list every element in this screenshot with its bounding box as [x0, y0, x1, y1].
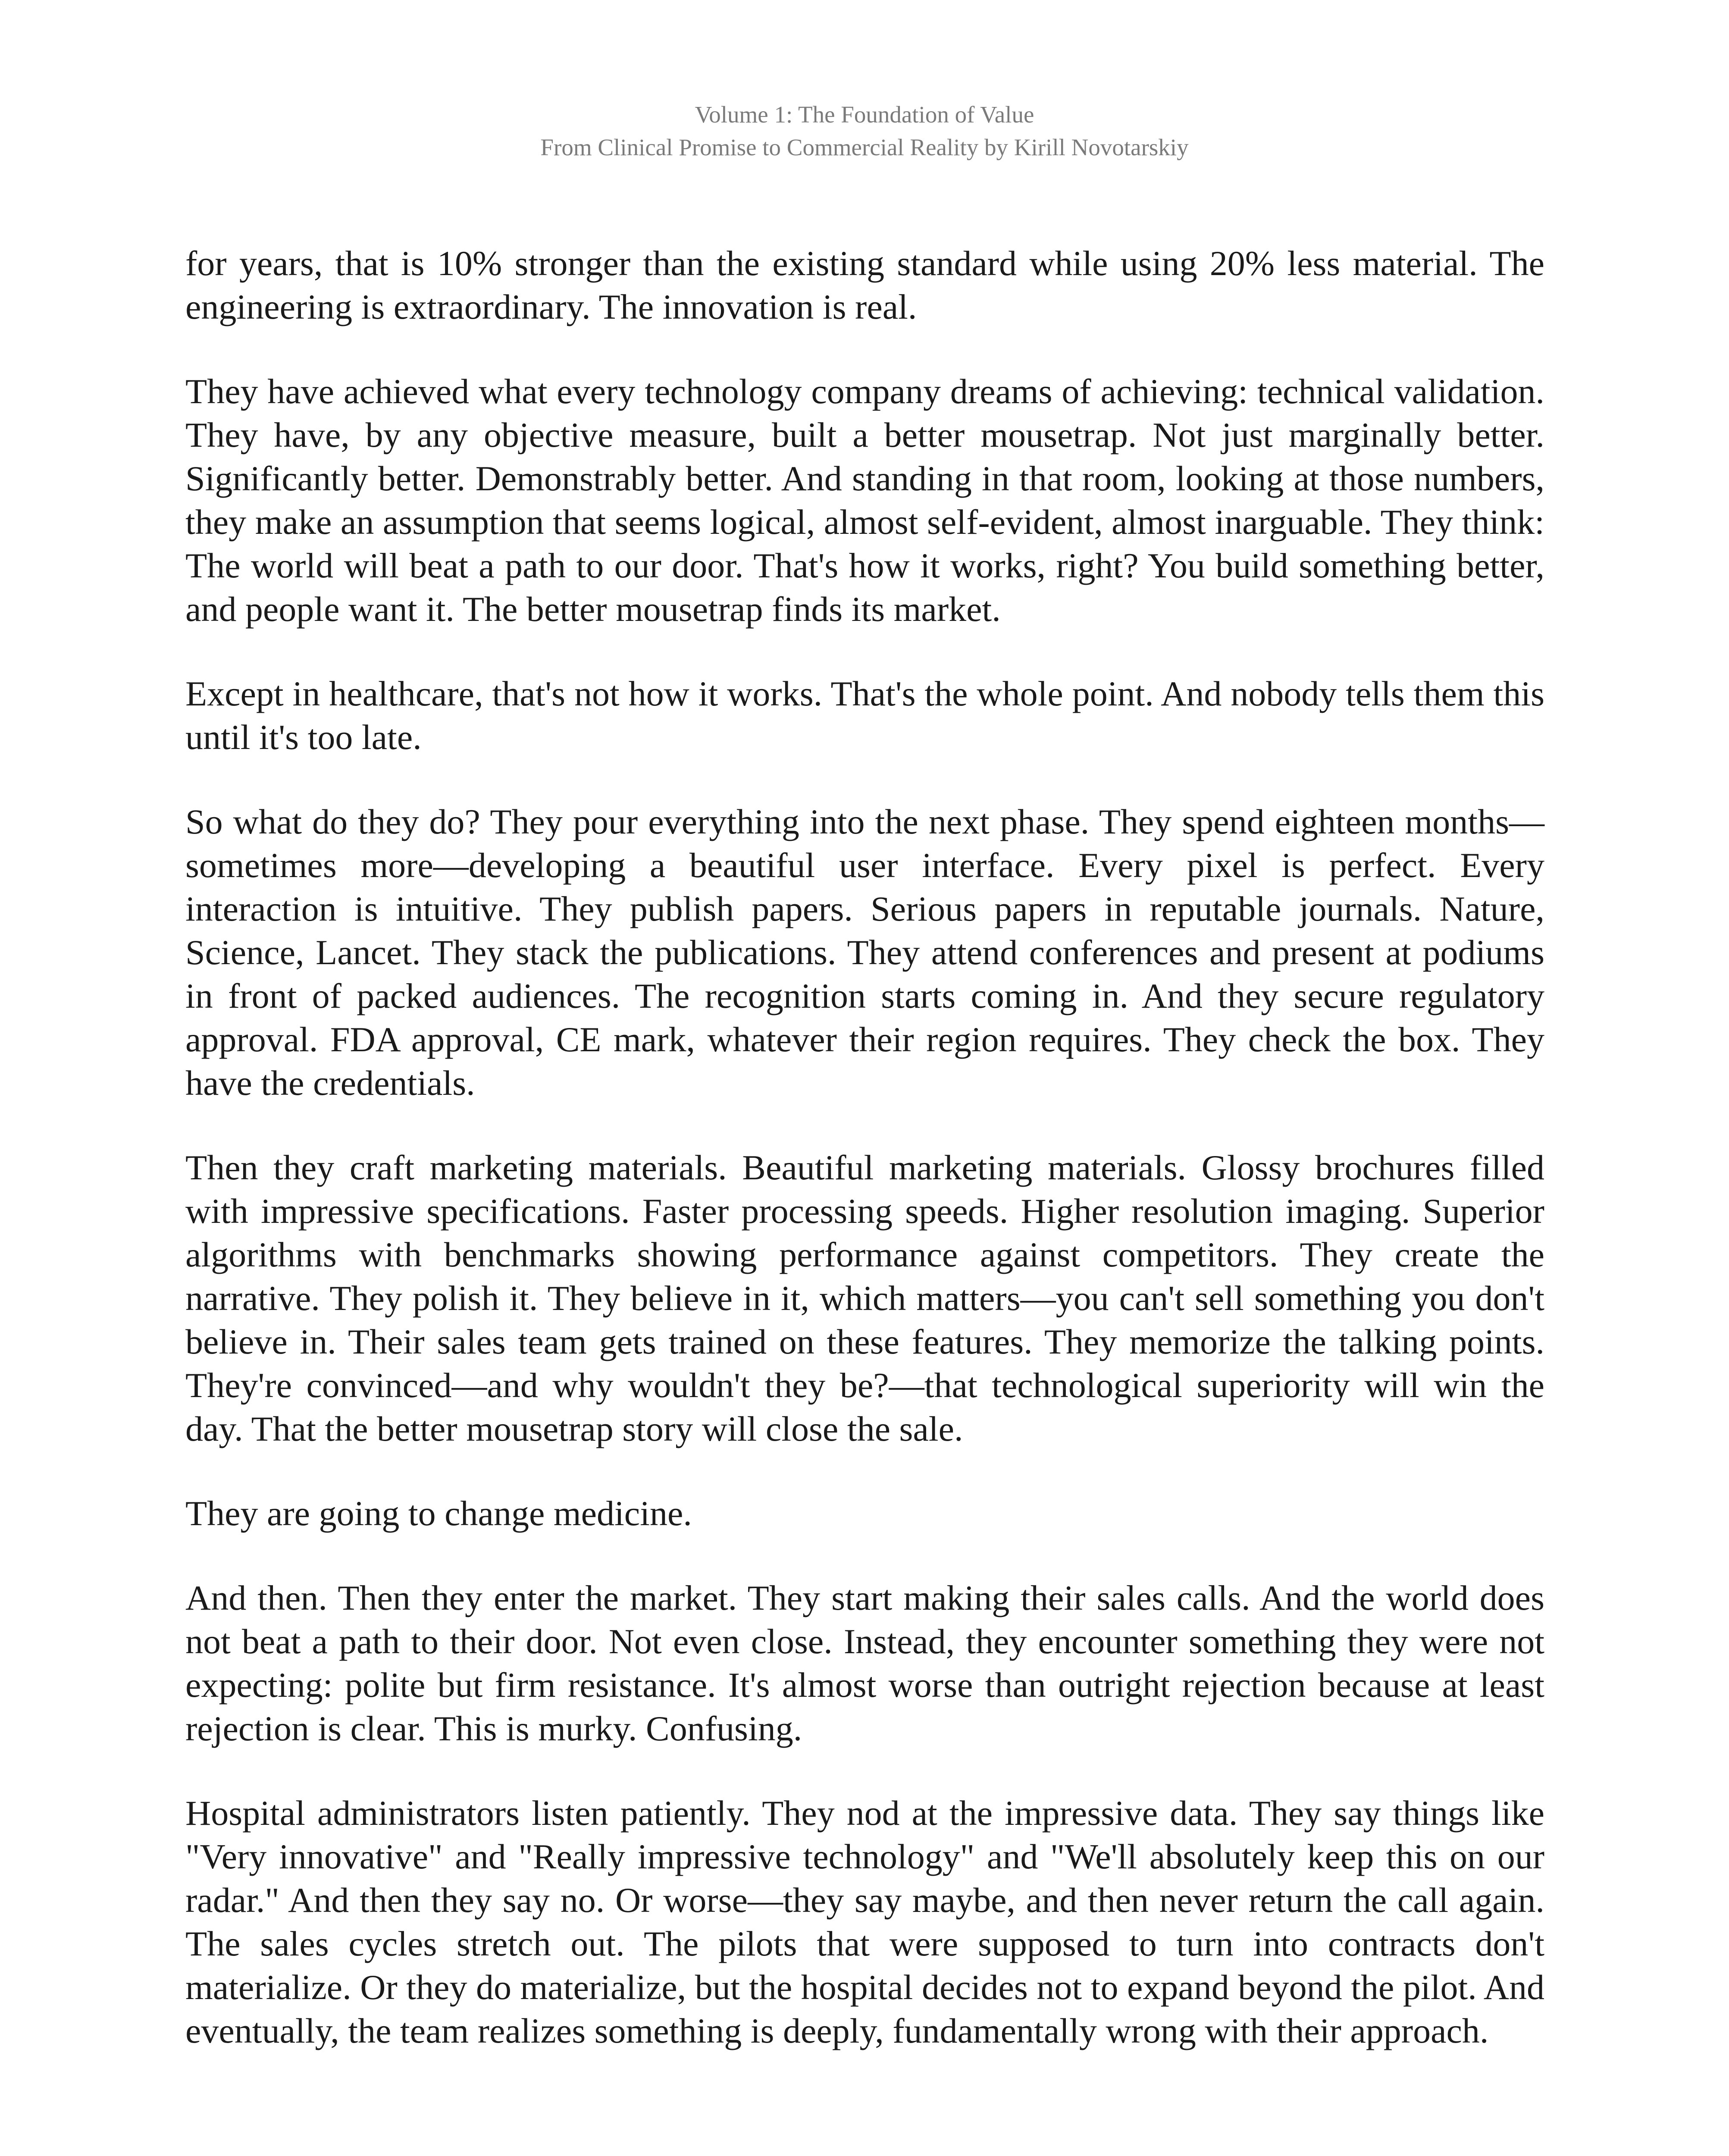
paragraph: And then. Then they enter the market. They start making their sales calls. And the world does not beat a path to their door. Not even close. Instead, they encounter something they were not expecting: polite but firm resistance. It's almost worse than outright rejection because at least rejection is clear. This is murky. Confusing. [185, 1578, 1544, 1748]
paragraph: Except in healthcare, that's not how it works. That's the whole point. And nobody tells them this until it's too late. [185, 674, 1544, 757]
paragraph: Then they craft marketing materials. Beautiful marketing materials. Glossy brochures filled with impressive specifications. Faster processing speeds. Higher resolution imaging. Superior algorithms with benchmarks showing performance against competitors. They create the narrative. They polish it. They believe in it, which matters—you can't sell something you don't believe in. Their sales team gets trained on these features. They memorize the talking points. They're convinced—and why wouldn't they be?—that technological superiority will win the day. That the better mousetrap story will close the sale. [185, 1148, 1544, 1448]
paragraph: for years, that is 10% stronger than the existing standard while using 20% less material. The engineering is extraordinary. The innovation is real. [185, 244, 1544, 326]
paragraph: They have achieved what every technology company dreams of achieving: technical validation. They have, by any objective measure, built a better mousetrap. Not just marginally better. Significantly better. Demonstrably better. And standing in that room, looking at those numbers, they make an assumption that seems logical, almost self-evident, almost inarguable. They think: The world will beat a path to our door. That's how it works, right? You build something better, and people want it. The better mousetrap finds its market. [185, 372, 1544, 629]
paragraph: They are going to change medicine. [185, 1494, 692, 1533]
paragraph: Hospital administrators listen patiently. They nod at the impressive data. They say things like "Very innovative" and "Really impressive technology" and "We'll absolutely keep this on our radar." And then they say no. Or worse—they say maybe, and then never return the call again. The sales cycles stretch out. The pilots that were supposed to turn into contracts don't materialize. Or they do materialize, but the hospital decides not to expand beyond the pilot. And eventually, the team realizes something is deeply, fundamentally wrong with their approach. [185, 1793, 1544, 2050]
running-header [0, 98, 1729, 164]
header-book-title: From Clinical Promise to Commercial Reality by Kirill Novotarskiy [540, 134, 1189, 160]
body-text [185, 241, 1544, 2093]
paragraph: So what do they do? They pour everything into the next phase. They spend eighteen months—sometimes more—developing a beautiful user interface. Every pixel is perfect. Every interaction is intuitive. They publish papers. Serious papers in reputable journals. Nature, Science, Lancet. They stack the publications. They attend conferences and present at podiums in front of packed audiences. The recognition starts coming in. And they secure regulatory approval. FDA approval, CE mark, whatever their region requires. They check the box. They have the credentials. [185, 802, 1544, 1103]
header-volume-title: Volume 1: The Foundation of Value [695, 101, 1034, 128]
